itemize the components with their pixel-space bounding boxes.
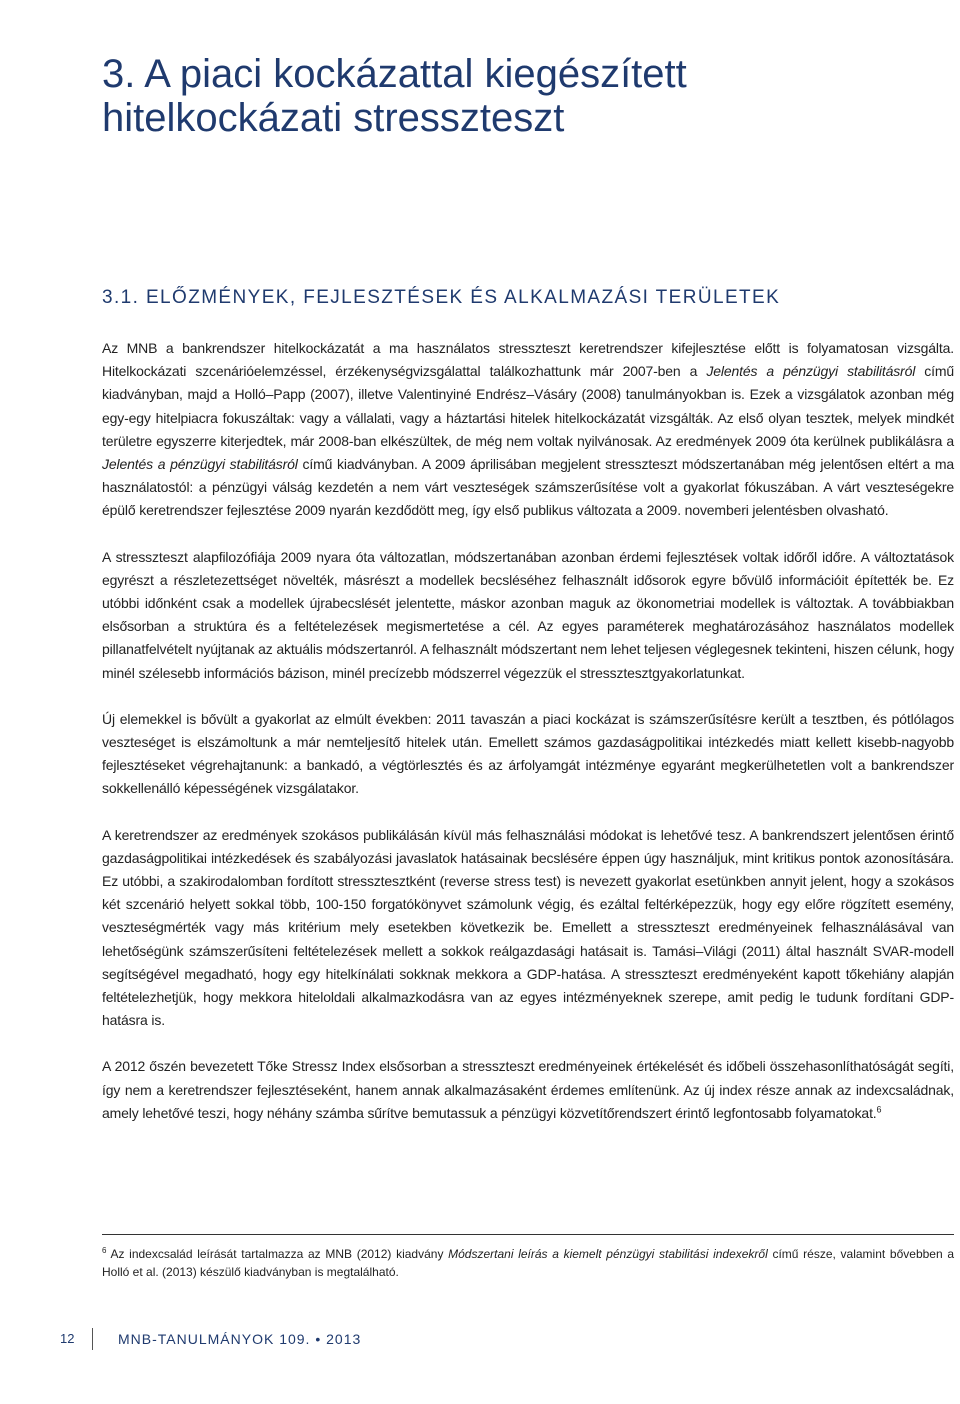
page-number: 12 — [60, 1331, 75, 1346]
footnote-reference[interactable]: 6 — [876, 1104, 882, 1115]
body-text — [102, 337, 954, 1148]
footnote-text-a: Az indexcsalád leírását tartalmazza az MNB (2012) kiadvány — [110, 1247, 449, 1261]
footnote-text-c: című része, valamint bővebben a Holló et al. (2013) készülő kiadványban is megtalálható. — [102, 1247, 954, 1279]
paragraph-5-text: A 2012 őszén bevezetett Tőke Stressz Index elsősorban a stresszteszt eredményeinek értékelését és időbeli összehasonlíthatóságát segíti, így nem a keretrendszer fejlesztéseként, hanem annak alkalmazásaként érdemes említenünk. Az új index része annak az indexcsaládnak, amely lehetővé teszi, hogy néhány számba sűrítve bemutassuk a pénzügyi közvetítőrendszert érintő legfontosabb folyamatokat. — [102, 1058, 954, 1121]
paragraph-1-text-e: című kiadványban. A 2009 áprilisában megjelent stresszteszt módszertanában még jelentősen eltért a ma használatostól: a pénzügyi válság kezdetén a nem várt veszteségek számszerűsítése volt a gyakorlat fókuszában. A várt veszteségekre épülő keretrendszer fejlesztése 2009 nyarán kezdődött meg, így első publikus változata a 2009. novemberi jelentésben olvasható. — [102, 456, 955, 519]
footnote-body — [102, 1247, 954, 1279]
footnote — [102, 1242, 954, 1281]
paragraph-5 — [102, 1055, 954, 1125]
chapter-title-line1: 3. A piaci kockázattal kiegészített — [102, 52, 687, 96]
footer-divider — [92, 1328, 93, 1350]
footnote-italic-title: Módszertani leírás a kiemelt pénzügyi stabilitási indexekről — [448, 1247, 768, 1261]
paragraph-1 — [102, 337, 954, 523]
paragraph-3: Új elemekkel is bővült a gyakorlat az elmúlt években: 2011 tavaszán a piaci kockázat is számszerűsítésre került a tesztben, és pótlólagos veszteséget is elszámoltunk a már nemteljesítő hitelek után. Emellett számos gazdaságpolitikai intézkedés miatt kellett kisebb-nagyobb fejlesztéseket végrehajtanunk: a bankadó, a végtörlesztés és az árfolyamgát intézménye egyaránt megkerülhetetlen volt a bankrendszer sokkellenálló képességének vizsgálatakor. — [102, 710, 954, 797]
paragraph-1-text-c: című kiadványban, majd a Holló–Papp (2007), illetve Valentinyiné Endrész–Vásáry (2008) tanulmányokban is. Ezek a vizsgálatok azonban még egy-egy hitelpiacra fokuszáltak: vagy a vállalati, vagy a háztartási hitelek hitelkockázatát vizsgálták. Az első olyan tesztek, melyek mindkét területre egyszerre kiterjedtek, már 2008-ban elkészültek, de még nem voltak nyilvánosak. Az eredmények 2009 óta kerülnek publikálásra a — [102, 363, 955, 449]
paragraph-4: A keretrendszer az eredmények szokásos publikálásán kívül más felhasználási módokat is lehetővé tesz. A bankrendszert jelentősen érintő gazdaságpolitikai intézkedések és szabályozási javaslatok hatásainak becslésére éppen úgy használjuk, mint kritikus pontok azonosítására. Ez utóbbi, a szakirodalomban fordított stressztesztként (reverse stress test) is nevezett gyakorlat esetünkben annyit jelent, hogy a szokásos két szcenárió helyett sokkal több, 100-150 forgatókönyvet számolunk végig, és ezáltal feltérképezzük, hogy egy előre rögzített esemény, veszteségmérték vagy más kritérium mely esetekben következik be. Emellett a stresszteszt eredményeinek felhasználásával van lehetőségünk számszerűsíteni feltételezések mellett a sokkok reálgazdasági hatásait is. Tamási–Világi (2011) által használt SVAR-modell segítségével megadható, hogy egy hitelkínálati sokknak mekkora a GDP-hatása. A stresszteszt eredményeként kapott tőkehiány alapján feltételezhetjük, hogy mekkora hiteloldali alkalmazkodásra van az egyes intézményeknek szerepe, amit pedig le tudunk fordítani GDP-hatásra is. — [102, 826, 954, 1029]
footnote-divider — [102, 1234, 954, 1235]
chapter-title — [102, 52, 902, 140]
chapter-title-line2: hitelkockázati stresszteszt — [102, 96, 565, 140]
paragraph-1-italic-title-1: Jelentés a pénzügyi stabilitásról — [706, 363, 916, 380]
paragraph-1-italic-title-2: Jelentés a pénzügyi stabilitásról — [102, 456, 298, 473]
publication-label: MNB-TANULMÁNYOK 109. • 2013 — [118, 1331, 362, 1347]
footnote-number: 6 — [102, 1246, 107, 1255]
section-heading: 3.1. ELŐZMÉNYEK, FEJLESZTÉSEK ÉS ALKALMAZÁSI TERÜLETEK — [102, 287, 781, 308]
paragraph-1-text-a: Az MNB a bankrendszer hitelkockázatát a ma használatos stresszteszt keretrendszer kifejlesztése előtt is folyamatosan vizsgálta. Hitelkockázati szcenárióelemzéssel, érzékenységvizsgálattal találkozhattunk már 2007-ben a — [102, 340, 954, 380]
page-footer — [0, 1328, 960, 1350]
paragraph-2: A stresszteszt alapfilozófiája 2009 nyara óta változatlan, módszertanában azonban érdemi fejlesztések voltak időről időre. A változtatások egyrészt a részletezettséget növelték, másrészt a modellek becsléséhez felhasznált idősorok egyre bővülő információit építették be. Ez utóbbi időnként csak a modellek újrabecslését jelentette, máskor azonban maguk az ökonometriai modellek is változtak. A továbbiakban elsősorban a struktúra és a feltételezések megismertetése a cél. Az egyes paraméterek meghatározásához használatos modellek pillanatfelvételt nyújtanak az aktuális módszertanról. A felhasznált módszertant nem lehet teljesen véglegesnek tekinteni, hiszen célunk, hogy minél szélesebb információs bázison, minél precízebb módszerrel végezzük el stressztesztgyakorlatunkat. — [102, 548, 954, 681]
